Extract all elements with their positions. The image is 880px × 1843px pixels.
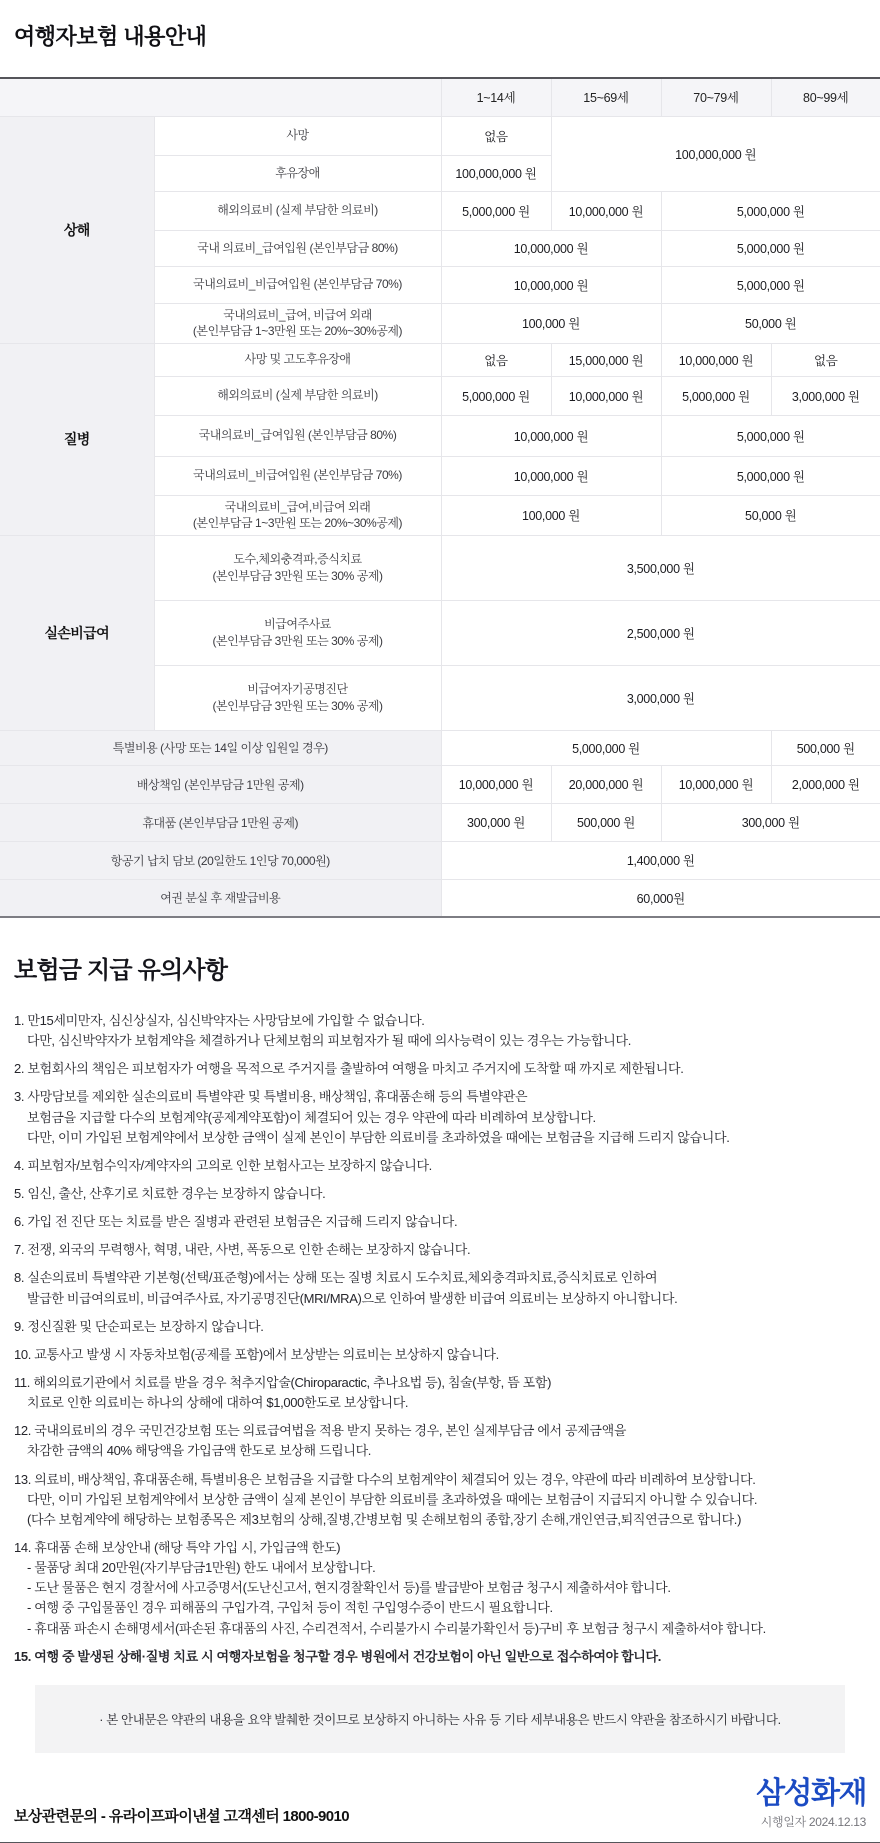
row-label: 배상책임 (본인부담금 1만원 공제): [0, 765, 441, 803]
note-item: [14, 1059, 866, 1079]
row-label: 사망 및 고도후유장애: [154, 343, 441, 376]
note-line: - 물품당 최대 20만원(자기부담금1만원) 한도 내에서 보상합니다.: [27, 1560, 376, 1576]
row-label-line: (본인부담금 3만원 또는 30% 공제): [212, 568, 383, 583]
note-line: 4. 피보험자/보험수익자/계약자의 고의로 인한 보험사고는 보장하지 않습니다.: [14, 1157, 432, 1173]
table-row: [0, 841, 880, 879]
row-label-line: (본인부담금 1~3만원 또는 20%~30%공제): [192, 516, 403, 530]
page-title: 여행자보험 내용안내: [14, 24, 207, 49]
value-cell: 3,000,000 원: [441, 665, 880, 730]
note-line: 3. 사망담보를 제외한 실손의료비 특별약관 및 특별비용, 배상책임, 휴대품손해 등의 특별약관은: [14, 1089, 528, 1105]
value-cell: 100,000 원: [441, 303, 661, 343]
coverage-table: [0, 79, 880, 916]
note-line: 치료로 인한 의료비는 하나의 상해에 대하여 $1,000한도로 보상합니다.: [27, 1395, 409, 1411]
row-label: 국내의료비_비급여입원 (본인부담금 70%): [154, 456, 441, 495]
value-cell: 500,000 원: [551, 803, 661, 841]
table-row: [0, 879, 880, 916]
value-cell: 20,000,000 원: [551, 765, 661, 803]
coverage-table-wrap: [0, 77, 880, 918]
value-cell: 5,000,000 원: [441, 376, 551, 415]
value-cell: 10,000,000 원: [441, 456, 661, 495]
table-row: [0, 730, 880, 765]
note-item: [14, 1011, 866, 1051]
category-cell-injury: 상해: [0, 116, 154, 343]
table-row: [0, 343, 880, 376]
notice-text: · 본 안내문은 약관의 내용을 요약 발췌한 것이므로 보상하지 아니하는 사유 등 기타 세부내용은 반드시 약관을 참조하시기 바랍니다.: [99, 1712, 781, 1727]
age-header-row: [0, 79, 880, 116]
note-line: 5. 임신, 출산, 산후기로 치료한 경우는 보장하지 않습니다.: [14, 1185, 326, 1201]
note-line: 11. 해외의료기관에서 치료를 받을 경우 척추지압술(Chiroparactic, 추나요법 등), 침술(부항, 뜸 포함): [14, 1374, 552, 1390]
notes-title: 보험금 지급 유의사항: [14, 957, 228, 984]
row-label: [154, 495, 441, 535]
row-label: 해외의료비 (실제 부담한 의료비): [154, 376, 441, 415]
value-cell: 300,000 원: [661, 803, 880, 841]
note-line: 10. 교통사고 발생 시 자동차보험(공제를 포함)에서 보상받는 의료비는 보상하지 않습니다.: [14, 1346, 499, 1362]
note-item: [14, 1373, 866, 1413]
note-line: 발급한 비급여의료비, 비급여주사료, 자기공명진단(MRI/MRA)으로 인하여 발생한 비급여 의료비는 보상하지 아니합니다.: [27, 1290, 678, 1306]
note-item: [14, 1317, 866, 1337]
value-cell: 5,000,000 원: [661, 230, 880, 266]
value-cell: 50,000 원: [661, 303, 880, 343]
value-cell: 10,000,000 원: [441, 230, 661, 266]
notice-box: [35, 1685, 845, 1753]
note-item: [14, 1345, 866, 1365]
value-cell: 5,000,000 원: [661, 456, 880, 495]
value-cell: 5,000,000 원: [661, 376, 771, 415]
brand-block: [756, 1776, 866, 1830]
note-line: - 도난 물품은 현지 경찰서에 사고증명서(도난신고서, 현지경찰확인서 등)를 발급받아 보험금 청구시 제출하셔야 합니다.: [27, 1580, 671, 1596]
note-item: [14, 1421, 866, 1461]
note-line: 12. 국내의료비의 경우 국민건강보험 또는 의료급여법을 적용 받지 못하는 경우, 본인 실제부담금 에서 공제금액을: [14, 1423, 627, 1439]
row-label: 국내의료비_비급여입원 (본인부담금 70%): [154, 266, 441, 303]
corner-cell: [0, 79, 441, 116]
note-line: 다만, 이미 가입된 보험계약에서 보상한 금액이 실제 본인이 부담한 의료비를 초과하였을 때에는 보험금을 지급해 드리지 않습니다.: [27, 1129, 730, 1145]
table-row: [0, 116, 880, 155]
value-cell: 3,000,000 원: [771, 376, 880, 415]
value-cell: 없음: [441, 116, 551, 155]
row-label: 휴대품 (본인부담금 1만원 공제): [0, 803, 441, 841]
value-cell: 5,000,000 원: [661, 415, 880, 456]
value-cell: 5,000,000 원: [661, 266, 880, 303]
age-header-cell: 80~99세: [771, 79, 880, 116]
age-header-cell: 70~79세: [661, 79, 771, 116]
row-label: 해외의료비 (실제 부담한 의료비): [154, 191, 441, 230]
age-header-cell: 1~14세: [441, 79, 551, 116]
row-label: [154, 303, 441, 343]
row-label: 사망: [154, 116, 441, 155]
note-line: 8. 실손의료비 특별약관 기본형(선택/표준형)에서는 상해 또는 질병 치료시 도수치료,체외충격파치료,증식치료로 인하여: [14, 1270, 658, 1286]
note-line: 2. 보험회사의 책임은 피보험자가 여행을 목적으로 주거지를 출발하여 여행을 마치고 주거지에 도착할 때 까지로 제한됩니다.: [14, 1061, 684, 1077]
note-line: (다수 보험계약에 해당하는 보험종목은 제3보험의 상해,질병,간병보험 및 손해보험의 종합,장기 손해,개인연금,퇴직연금으로 합니다.): [27, 1511, 742, 1527]
row-label: [154, 665, 441, 730]
note-line: 다만, 이미 가입된 보험계약에서 보상한 금액이 실제 본인이 부담한 의료비를 초과하였을 때에는 보험금이 지급되지 아니할 수 있습니다.: [27, 1491, 758, 1507]
note-line: 14. 휴대품 손해 보상안내 (해당 특약 가입 시, 가입금액 한도): [14, 1539, 341, 1555]
note-line: 보험금을 지급할 다수의 보험계약(공제계약포함)이 체결되어 있는 경우 약관에 따라 비례하여 보상합니다.: [27, 1109, 596, 1125]
value-cell: 500,000 원: [771, 730, 880, 765]
table-row: [0, 535, 880, 600]
value-cell: 10,000,000 원: [441, 415, 661, 456]
note-line: 9. 정신질환 및 단순피로는 보장하지 않습니다.: [14, 1318, 264, 1334]
footer-contact: 보상관련문의 - 유라이프파이낸셜 고객센터 1800-9010: [14, 1807, 350, 1825]
age-header-cell: 15~69세: [551, 79, 661, 116]
value-cell: 3,500,000 원: [441, 535, 880, 600]
row-label: [154, 600, 441, 665]
note-item: [14, 1240, 866, 1260]
row-label: 여권 분실 후 재발급비용: [0, 879, 441, 916]
table-row: [0, 803, 880, 841]
note-item: [14, 1538, 866, 1639]
value-cell: 없음: [441, 343, 551, 376]
value-cell: 10,000,000 원: [661, 343, 771, 376]
value-cell: 100,000 원: [441, 495, 661, 535]
row-label: 특별비용 (사망 또는 14일 이상 입원일 경우): [0, 730, 441, 765]
row-label: 국내의료비_급여입원 (본인부담금 80%): [154, 415, 441, 456]
value-cell: 없음: [771, 343, 880, 376]
row-label-line: (본인부담금 3만원 또는 30% 공제): [212, 633, 383, 648]
note-item: [14, 1470, 866, 1530]
value-cell: 5,000,000 원: [661, 191, 880, 230]
value-cell: 15,000,000 원: [551, 343, 661, 376]
company-logo: 삼성화재: [756, 1776, 866, 1810]
row-label: 항공기 납치 담보 (20일한도 1인당 70,000원): [0, 841, 441, 879]
row-label-line: 국내의료비_급여,비급여 외래: [224, 499, 371, 514]
value-cell: 50,000 원: [661, 495, 880, 535]
row-label-line: 국내의료비_급여, 비급여 외래: [223, 307, 372, 322]
value-cell: 100,000,000 원: [441, 155, 551, 191]
value-cell: 10,000,000 원: [551, 376, 661, 415]
note-line: 1. 만15세미만자, 심신상실자, 심신박약자는 사망담보에 가입할 수 없습니다.: [14, 1013, 425, 1028]
note-line: 차감한 금액의 40% 해당액을 가입금액 한도로 보상해 드립니다.: [27, 1443, 372, 1459]
note-item: [14, 1268, 866, 1308]
note-item: [14, 1156, 866, 1176]
row-label-line: (본인부담금 3만원 또는 30% 공제): [212, 698, 383, 713]
notes-list: [14, 1011, 866, 1667]
value-cell: 2,500,000 원: [441, 600, 880, 665]
value-cell: 10,000,000 원: [441, 266, 661, 303]
note-item: [14, 1087, 866, 1147]
table-row: [0, 765, 880, 803]
row-label-line: 비급여주사료: [264, 617, 331, 632]
note-line: 13. 의료비, 배상책임, 휴대품손해, 특별비용은 보험금을 지급할 다수의 보험계약이 체결되어 있는 경우, 약관에 따라 비례하여 보상합니다.: [14, 1471, 756, 1487]
value-cell: 5,000,000 원: [441, 730, 771, 765]
effective-date: 시행일자 2024.12.13: [760, 1814, 866, 1829]
note-item: [14, 1212, 866, 1232]
note-line: 7. 전쟁, 외국의 무력행사, 혁명, 내란, 사변, 폭동으로 인한 손해는 보장하지 않습니다.: [14, 1242, 471, 1258]
note-item: [14, 1184, 866, 1204]
note-line: 다만, 심신박약자가 보험계약을 체결하거나 단체보험의 피보험자가 될 때에 의사능력이 있는 경우는 가능합니다.: [27, 1033, 631, 1049]
note-line: - 여행 중 구입물품인 경우 피해품의 구입가격, 구입처 등이 적힌 구입영수증이 반드시 필요합니다.: [27, 1600, 553, 1616]
row-label-line: (본인부담금 1~3만원 또는 20%~30%공제): [192, 324, 403, 338]
note-line: - 휴대품 파손시 손해명세서(파손된 휴대품의 사진, 수리견적서, 수리불가시 수리불가확인서 등)구비 후 보험금 청구시 제출하셔야 합니다.: [27, 1620, 766, 1636]
note-line: 15. 여행 중 발생된 상해·질병 치료 시 여행자보험을 청구할 경우 병원에서 건강보험이 아닌 일반으로 접수하여야 합니다.: [14, 1648, 661, 1664]
row-label-line: 도수,체외충격파,증식치료: [233, 552, 362, 567]
value-cell: 10,000,000 원: [441, 765, 551, 803]
value-cell: 10,000,000 원: [661, 765, 771, 803]
value-cell: 1,400,000 원: [441, 841, 880, 879]
note-item: [14, 1647, 866, 1667]
row-label-line: 비급여자기공명진단: [247, 682, 348, 697]
row-label: 후유장애: [154, 155, 441, 191]
value-cell: 2,000,000 원: [771, 765, 880, 803]
category-cell-disease: 질병: [0, 343, 154, 535]
row-label: 국내 의료비_급여입원 (본인부담금 80%): [154, 230, 441, 266]
footer: [0, 1776, 880, 1843]
value-cell: 300,000 원: [441, 803, 551, 841]
row-label: [154, 535, 441, 600]
value-cell: 100,000,000 원: [551, 116, 880, 191]
value-cell: 5,000,000 원: [441, 191, 551, 230]
note-line: 6. 가입 전 진단 또는 치료를 받은 질병과 관련된 보험금은 지급해 드리지 않습니다.: [14, 1214, 458, 1230]
value-cell: 10,000,000 원: [551, 191, 661, 230]
category-cell-noncovered: 실손비급여: [0, 535, 154, 730]
value-cell: 60,000원: [441, 879, 880, 916]
